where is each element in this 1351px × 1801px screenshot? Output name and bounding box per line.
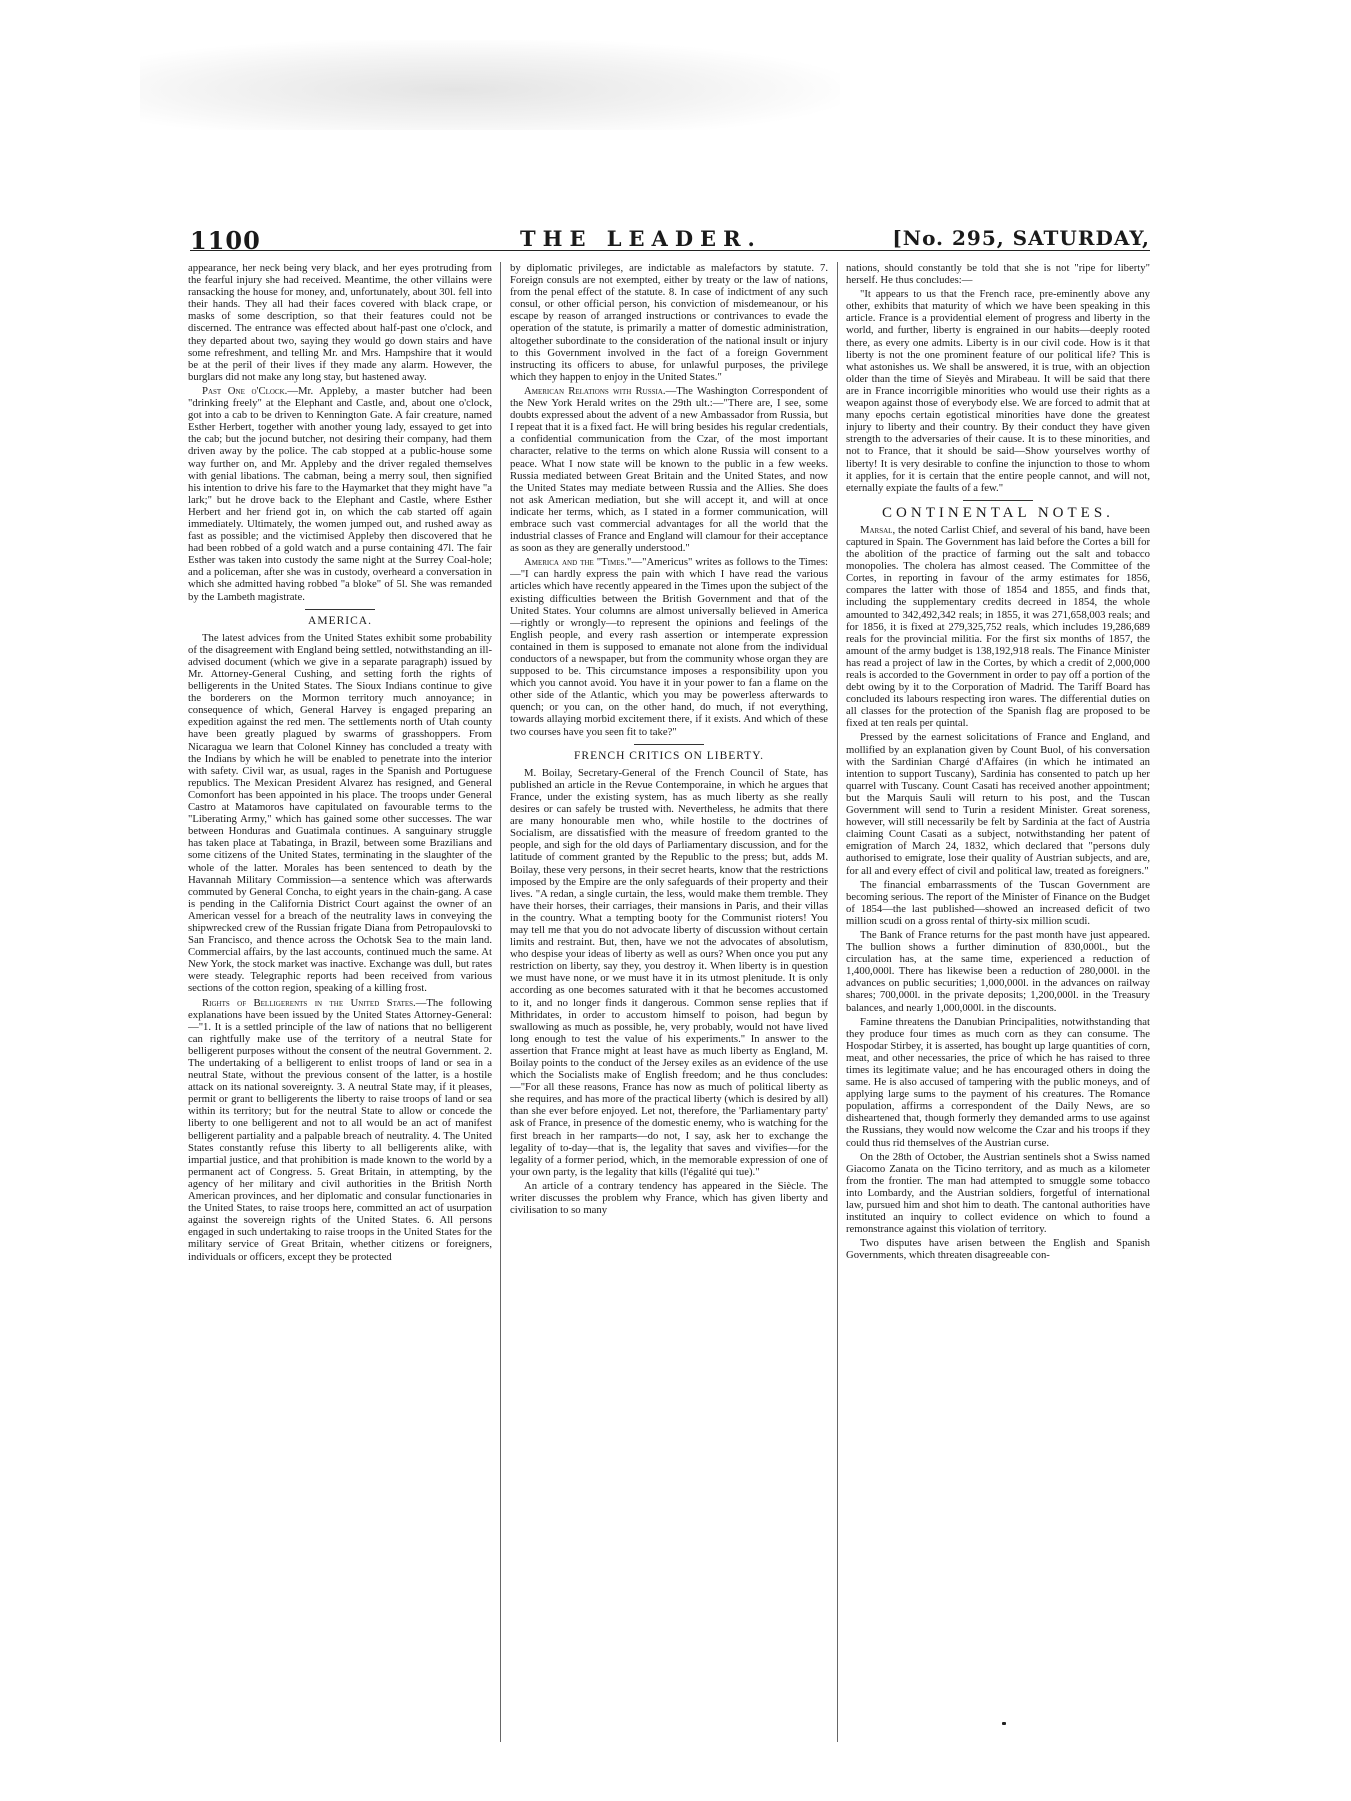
- article-paragraph: [510, 385, 828, 554]
- paragraph-head: American Relations with Russia.: [524, 384, 666, 397]
- paragraph-body: the noted Carlist Chief, and several of his band, have been captured in Spain. The Government has laid before the Cortes a bill for the abolition of the practice of farming out the salt and tobacco monopolies. The cholera has almost ceased. The Committee of the Cortes, in reporting in favour of the army estimates for 1856, compares the latter with those of 1854 and 1855, and finds that, including the supplementary credits decreed in 1854, the whole amounted to 342,492,342 reals; in 1855, it was 271,658,003 reals; and for 1856, it is fixed at 279,325,752 reals, which includes 19,286,689 reals for the provincial militia. For the first six months of 1857, the amount of the army budget is 138,192,918 reals. The Finance Minister has read a project of law in the Cortes, by which a credit of 2,000,000 reals is accorded to the Government in order to pay off a portion of the debt owing by it to the Corporation of Madrid. The Tariff Board has concluded its labours respecting iron wares. The differential duties on all classes for the protection of the Spanish flag are proposed to be fixed at ten reals per quintal.: [846, 523, 1150, 730]
- paper-smudge: [140, 40, 840, 130]
- section-rule: [963, 500, 1033, 501]
- issue-label: [No. 295, SATURDAY,: [892, 226, 1150, 250]
- paragraph-head: Past One o'Clock.: [202, 384, 288, 397]
- article-paragraph: The financial embarrassments of the Tuscan Government are becoming serious. The report of the Minister of Finance on the Budget of 1854—the last published—showed an increased deficit of two million scudi on a gross rental of thirty-six million scudi.: [846, 878, 1150, 927]
- article-paragraph: M. Boilay, Secretary-General of the French Council of State, has published an article in the Revue Contemporaine, in which he argues that France, under the existing system, has as much liberty as she really desires or can safely be trusted with. Nevertheless, he admits that there are many honourable men who, while hostile to the doctrines of Socialism, are dissatisfied with the measure of freedom granted to the people, and sigh for the old days of Parliamentary discussion, and for the latitude of comment granted by the Republic to the press; but, adds M. Boilay, these very persons, in their secret hearts, know that the restrictions imposed by the Empire are the only safeguards of their property and their lives. "A redan, a single curtain, the less, would make them tremble. They have their horses, their carriages, their mansions in Paris, and their villas in the country. What a tempting booty for the Communist rioters! You may tell me that you do not advocate liberty of discussion without certain limits and restraint. But, then, have we not the advocates of absolutism, who despise your ideas of liberty as well as ours? When once you put any restriction on liberty, say they, you destroy it. When liberty is in question we must have none, or we must have it in its utmost plenitude. It is only according as one becomes saturated with it that he becomes accustomed to it, and no longer finds it dangerous. Common sense replies that if Mithridates, in order to accustom himself to poison, had begun by swallowing as much as possible, he, very probably, would not have lived long enough to test the value of his experiments." In answer to the assertion that France might at least have as much liberty as England, M. Boilay points to the conduct of the Jersey exiles as an evidence of the use which the Socialists make of English freedom; and he thus concludes:—"For all these reasons, France has now as much of political liberty as she requires, and has more of the practical liberty (which is desired by all) than she ever before enjoyed. Let not, therefore, the 'Parliamentary party' ask of France, in presence of the domestic enemy, who is watching for the first breach in her ramparts—do not, I say, ask her to exchange the legality of to-day—that is, the legality that saves and vivifies—for the legality of a former period, which, in the memorable expression of one of your own party, is the legality that kills (l'égalité qui tue).": [510, 766, 828, 1178]
- article-paragraph: Famine threatens the Danubian Principalities, notwithstanding that they produce four times as much corn as they can consume. The Hospodar Stirbey, it is asserted, has bought up large quantities of corn, meat, and other necessaries, the price of which he has raised to three times its legitimate value; and he has encouraged others in doing the same. He is also accused of tampering with the public moneys, and of applying large sums to the payment of his creatures. The Romance population, affirms a correspondent of the Daily News, are so disheartened that, though formerly they demanded arms to use against the Russians, they would now welcome the Czar and his troops if they could thus rid themselves of the Austrian curse.: [846, 1015, 1150, 1149]
- column-2: [510, 262, 828, 1742]
- article-paragraph: nations, should constantly be told that she is not "ripe for liberty" herself. He thus concludes:—: [846, 262, 1150, 287]
- article-paragraph: Two disputes have arisen between the English and Spanish Governments, which threaten disagreeable con-: [846, 1237, 1150, 1262]
- column-divider-1: [500, 262, 501, 1742]
- article-paragraph: The latest advices from the United States exhibit some probability of the disagreement with England being settled, notwithstanding an ill-advised document (which we give in a separate paragraph) issued by Mr. Attorney-General Cushing, and setting forth the rights of belligerents in the United States. The Sioux Indians continue to give the borderers on the Mormon territory much annoyance; in consequence of which, General Harvey is engaged preparing an expedition against the red men. The settlements north of Utah county have been greatly plagued by swarms of grasshoppers. From Nicaragua we learn that Colonel Kinney has concluded a treaty with the Indians by which he will be enabled to penetrate into the interior with safety. Civil war, as usual, rages in the Spanish and Portuguese republics. The Mexican President Alvarez has resigned, and General Comonfort has been appointed in his place. The troops under General Castro at Matamoros have capitulated on favourable terms to the "Liberating Army," which has gained some other successes. The war between Honduras and Guatimala continues. A sanguinary struggle has taken place at Tabatinga, in Brazil, between some Brazilians and some citizens of the United States, terminating in the slaughter of the whole of the latter. Morales has been sentenced to death by the Havannah Military Commission—a sentence which was afterwards commuted by General Concha, to eight years in the chain-gang. A case is pending in the California District Court against the owner of an American vessel for a breach of the neutrality laws in conveying the shipwrecked crew of the Russian frigate Diana from Petropaulovski to San Francisco, and thence across the Ochotsk Sea to the main land. Commercial affairs, by the last accounts, continued much the same. At New York, the stock market was inactive. Exchange was dull, but rates were steady. Telegraphic reports had been received from various sections of the cotton region, speaking of a killing frost.: [188, 631, 492, 995]
- article-paragraph: [188, 385, 492, 603]
- article-paragraph: [188, 997, 492, 1263]
- article-paragraph: appearance, her neck being very black, and her eyes protruding from the fearful injury she had received. Meantime, the other villains were ransacking the house for money, and, unfortunately, about 30l. fell into their hands. They all had their faces covered with black crape, or masks of some description, so that their features could not be discerned. The entrance was effected about half-past one o'clock, and they departed about two, saying they would go down stairs and have some refreshment, and telling Mr. and Mrs. Hampshire that it would be at the peril of their lives if they made any alarm. However, the burglars did not make any long stay, but hastened away.: [188, 262, 492, 383]
- article-paragraph: Pressed by the earnest solicitations of France and England, and mollified by an explanation given by Count Buol, of his conversation with the Sardinian Chargé d'Affaires (in which he intimated an intention to support Tuscany), Sardinia has consented to patch up her quarrel with Tuscany. Count Casati has received another appointment; but the Marquis Sauli will return to his post, and the Tuscan Government will send to Turin a resident Minister. Great soreness, however, will still necessarily be felt by Sardinia at the fact of Austria claiming Count Casati as a subject, notwithstanding her patent of emigration of March 24, 1832, which declared that "persons duly authorised to emigrate, lose their quality of Austrian subjects, and are, for all and every effect of civil and political law, treated as foreigners.": [846, 731, 1150, 877]
- column-1: [188, 262, 492, 1712]
- paragraph-body: —The Washington Correspondent of the New York Herald writes on the 29th ult.:—"There are, I see, some doubts expressed about the advent of a new Ambassador from Russia, but I repeat that it is a fixed fact. He will bring besides his regular credentials, a confidential communication from the Czar, of the most important character, relative to the terms on which alone Russia will consent to a peace. What I now state will be known to the public in a few weeks. Russia mediated between Great Britain and the United States, and now the United States may mediate between Russia and the Allies. She does not ask American mediation, but she will accept it, and will at once indicate her terms, which, as I stated in a former communication, will embrace such vast commercial advantages for all the world that the industrial classes of France and England will clamour for their acceptance as soon as they are generally understood.": [510, 384, 828, 555]
- article-paragraph: An article of a contrary tendency has appeared in the Siècle. The writer discusses the problem why France, which has given liberty and civilisation to so many: [510, 1179, 828, 1217]
- paragraph-head: Rights of Belligerents in the United States.: [202, 996, 416, 1009]
- column-3: [846, 262, 1150, 1752]
- article-paragraph: The Bank of France returns for the past month have just appeared. The bullion shows a further diminution of 830,000l., but the circulation has, at the same time, experienced a reduction of 1,400,000l. There has likewise been a reduction of 280,000l. in the advances on public securities; 1,000,000l. in the advances on railway shares; 700,000l. in the private deposits; 1,200,000l. in the Treasury balances, and nearly 1,000,000l. in the discounts.: [846, 928, 1150, 1014]
- paragraph-body: —Mr. Appleby, a master butcher had been "drinking freely" at the Elephant and Castle, and, about one o'clock, got into a cab to be driven to Kennington Gate. A fair creature, named Esther Herbert, together with another young lady, essayed to get into the cab; but the jocund butcher, not desiring their company, had them driven away by the police. The cab stopped at a public-house some way further on, and Mr. Appleby and the driver regaled themselves with genial libations. The cabman, being a merry soul, then signified his intention to drive his fare to the Haymarket that they might have "a lark;" but he drove back to the Elephant and Castle, where Esther Herbert and her friend got in, on which the cab started off again immediately. Ultimately, the women jumped out, and rushed away as fast as possible; and the victimised Appleby then discovered that he had been robbed of a gold watch and a purse containing 47l. The fair Esther was taken into custody the same night at the Surrey Coal-hole; and a policeman, after she was in custody, overheard a conversation in which she admitted having robbed "a bloke" of 5l. She was remanded by the Lambeth magistrate.: [188, 384, 492, 603]
- page-number: 1100: [190, 226, 261, 255]
- article-paragraph: "It appears to us that the French race, pre-eminently above any other, exhibits that maturity of which we have been speaking in this article. France is a providential element of progress and liberty in the world, and further, liberty is engrained in our habits—deeply rooted there, as every one admits. Liberty is in our civil code. How is it that liberty is not the one prominent feature of our political life? This is what astonishes us. We shall be answered, it is true, with an objection older than the time of Sieyès and Mirabeau. It will be said that there are in France incorrigible minorities who would use their rights as a weapon against those of everybody else. We are forced to admit that at many epochs certain egotistical minorities have done the greatest injury to liberty and their country. By their conduct they have given strength to the adversaries of their cause. It is to these minorities, and not to France, that it should be said—Show yourselves worthy of liberty! It is very desirable to confine the injunction to those to whom it applies, for it is certain that the entire people cannot, and will not, eternally expiate the faults of a few.": [846, 288, 1150, 494]
- section-rule: [634, 744, 704, 745]
- article-paragraph: [510, 556, 828, 737]
- paragraph-head: America and the "Times.": [524, 556, 632, 569]
- paragraph-body: —"Americus" writes as follows to the Times:—"I can hardly express the pain with which I have read the various articles which have recently appeared in the Times upon the subject of the existing difficulties between the British Government and that of the United States. Your columns are almost universally believed in America—rightly or wrongly—to represent the opinions and feelings of the English people, and every rash assertion or intemperate expression contained in them is supposed to emanate not alone from the individual conductors of a newspaper, but from the community whose organ they are supposed to be. This circumstance imposes a responsibility upon you which you cannot avoid. You have it in your power to fan a flame on the other side of the Atlantic, which you may be powerless afterwards to quench; or you can, on the other hand, do much, if not everything, towards allaying morbid excitement there, if it exists. And which of these two courses have you seen fit to take?": [510, 556, 828, 738]
- section-rule: [305, 609, 375, 610]
- column-divider-2: [837, 262, 838, 1742]
- page-header: [190, 226, 1150, 255]
- paragraph-body: —The following explanations have been issued by the United States Attorney-General:—"1. It is a settled principle of the law of nations that no belligerent can rightfully make use of the territory of a neutral State for belligerent purposes without the consent of the neutral Government. 2. The undertaking of a belligerent to enlist troops of land or sea in a neutral State, without the previous consent of the latter, is a hostile attack on its national sovereignty. 3. A neutral State may, if it pleases, permit or grant to belligerents the liberty to raise troops of land or sea within its territory; but for the neutral State to allow or concede the liberty to one belligerent and not to all would be an act of manifest belligerent partiality and a palpable breach of neutrality. 4. The United States constantly refuse this liberty to all belligerents alike, with impartial justice, and that prohibition is made known to the world by a permanent act of Congress. 5. Great Britain, in attempting, by the agency of her military and civil authorities in the British North American provinces, and her diplomatic and consular functionaries in the United States, to raise troops here, committed an act of usurpation against the sovereign rights of the United States. 6. All persons engaged in such undertaking to raise troops in the United States for the military service of Great Britain, whether citizens or foreigners, individuals or officers, except they be protected: [188, 996, 492, 1263]
- section-heading-continental-notes: CONTINENTAL NOTES.: [882, 504, 1114, 521]
- masthead-title: THE LEADER.: [520, 226, 762, 251]
- article-paragraph: [846, 524, 1150, 730]
- article-paragraph: On the 28th of October, the Austrian sentinels shot a Swiss named Giacomo Zanata on the Ticino territory, and as much as a kilometer from the frontier. The man had attempted to smuggle some tobacco into Lombardy, and the Austrian soldiers, forgetful of international law, pursued him and shot him to death. The cantonal authorities have instituted an inquiry to collect evidence on which to found a remonstrance against this violation of territory.: [846, 1150, 1150, 1236]
- paragraph-head: Marsal,: [860, 523, 896, 536]
- section-heading-french-critics: FRENCH CRITICS ON LIBERTY.: [574, 749, 764, 762]
- print-mark: [1002, 1722, 1006, 1725]
- section-heading-america: AMERICA.: [308, 614, 372, 627]
- article-paragraph: by diplomatic privileges, are indictable as malefactors by statute. 7. Foreign consuls are not exempted, either by treaty or the law of nations, from the penal effect of the statute. 8. In case of indictment of any such consul, or other official person, his conviction of misdemeanour, or his escape by reason of arranged instructions or contrivances to evade the operation of the statute, is primarily a matter of domestic administration, altogether subordinate to the consideration of the national insult or injury to this Government involved in the fact of a foreign Government instructing its officers to abuse, for unlawful purposes, the privilege which they happen to enjoy in the United States.": [510, 262, 828, 383]
